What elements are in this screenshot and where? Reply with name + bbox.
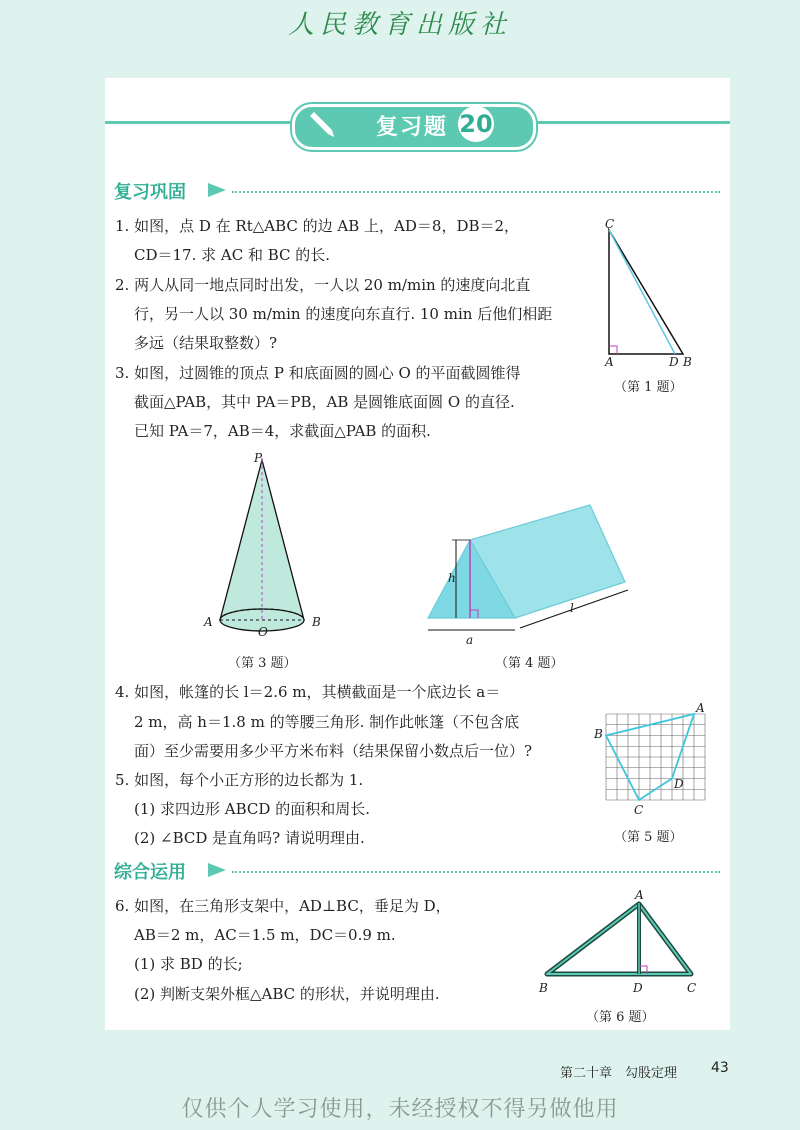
problem-1-line-1: 1. 如图，点 D 在 Rt△ABC 的边 AB 上，AD＝8，DB＝2，: [115, 217, 520, 235]
fig1-label-b: B: [683, 355, 692, 368]
fig3-label-a: A: [204, 615, 213, 629]
fig5-label-b: B: [594, 727, 603, 741]
publisher-logo: 人民教育出版社: [287, 10, 512, 40]
fig6-label-a: A: [635, 888, 644, 902]
caption-figure-1: （第 1 题）: [614, 380, 683, 395]
fig4-label-l: l: [570, 601, 574, 615]
problem-4-line-1: 4. 如图，帐篷的长 l＝2.6 m，其横截面是一个底边长 a＝: [115, 683, 501, 701]
section-heading-application: 综合运用: [114, 862, 186, 883]
problem-6-part-1: (1) 求 BD 的长;: [134, 955, 243, 973]
problem-5-part-2: (2) ∠BCD 是直角吗? 请说明理由.: [134, 829, 365, 847]
section-divider: [232, 191, 720, 193]
fig5-label-a: A: [696, 702, 705, 715]
problem-5-part-1: (1) 求四边形 ABCD 的面积和周长.: [134, 800, 370, 818]
fig4-label-a: a: [466, 633, 474, 647]
fig1-label-a: A: [605, 355, 614, 368]
problem-6-line-2: AB＝2 m，AC＝1.5 m，DC＝0.9 m.: [134, 926, 396, 944]
fig3-label-o: O: [258, 625, 268, 639]
play-arrow-icon: [206, 182, 230, 198]
figure-3-cone: [200, 452, 330, 642]
caption-figure-5: （第 5 题）: [614, 830, 683, 845]
watermark-text: 仅供个人学习使用，未经授权不得另做他用: [181, 1097, 619, 1122]
fig4-label-h: h: [448, 571, 456, 585]
fig1-label-d: D: [669, 355, 679, 368]
problem-2-line-3: 多远（结果取整数）?: [134, 334, 278, 352]
figure-5-grid: [590, 702, 714, 820]
play-arrow-icon: [206, 862, 230, 878]
problem-2-line-2: 行，另一人以 30 m/min 的速度向东直行. 10 min 后他们相距: [134, 305, 553, 323]
figure-1-right-triangle: [595, 218, 705, 368]
page-number: 43: [711, 1060, 729, 1076]
section-heading-review: 复习巩固: [114, 182, 186, 203]
chapter-footer: 第二十章 勾股定理: [560, 1066, 678, 1081]
figure-4-tent: [420, 500, 640, 648]
problem-3-line-1: 3. 如图，过圆锥的顶点 P 和底面圆的圆心 O 的平面截圆锥得: [115, 364, 521, 382]
fig5-label-c: C: [634, 803, 644, 817]
fig3-label-b: B: [312, 615, 321, 629]
problem-4-line-3: 面）至少需要用多少平方米布料（结果保留小数点后一位）?: [134, 742, 533, 760]
pencil-icon: [306, 110, 336, 138]
problem-5-line-1: 5. 如图，每个小正方形的边长都为 1.: [115, 771, 364, 789]
problem-2-line-1: 2. 两人从同一地点同时出发，一人以 20 m/min 的速度向北直: [115, 276, 531, 294]
problem-1-line-2: CD＝17. 求 AC 和 BC 的长.: [134, 246, 331, 264]
fig5-label-d: D: [674, 777, 684, 791]
problem-3-line-2: 截面△PAB，其中 PA＝PB，AB 是圆锥底面圆 O 的直径.: [134, 393, 515, 411]
problem-3-line-3: 已知 PA＝7，AB＝4，求截面△PAB 的面积.: [134, 422, 431, 440]
problem-6-line-1: 6. 如图，在三角形支架中，AD⊥BC，垂足为 D，: [115, 897, 451, 915]
fig6-label-b: B: [539, 981, 548, 995]
caption-figure-4: （第 4 题）: [495, 656, 564, 671]
caption-figure-3: （第 3 题）: [228, 656, 297, 671]
page-title: 复习题: [376, 115, 449, 140]
section-divider: [232, 871, 720, 873]
problem-6-part-2: (2) 判断支架外框△ABC 的形状，并说明理由.: [134, 985, 440, 1003]
fig6-label-c: C: [687, 981, 697, 995]
fig3-label-p: P: [254, 452, 263, 465]
caption-figure-6: （第 6 题）: [586, 1010, 655, 1025]
figure-6-triangle-frame: [535, 886, 705, 998]
fig1-label-c: C: [605, 218, 615, 231]
review-number: 20: [458, 106, 494, 142]
problem-4-line-2: 2 m，高 h＝1.8 m 的等腰三角形. 制作此帐篷（不包含底: [134, 713, 520, 731]
fig6-label-d: D: [633, 981, 643, 995]
